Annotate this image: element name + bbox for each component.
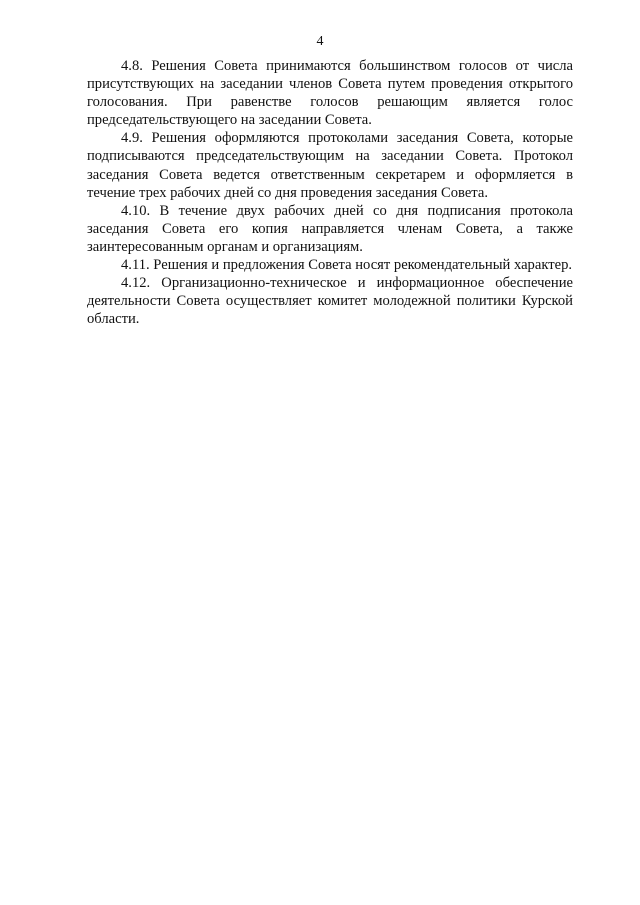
document-body <box>87 57 573 328</box>
paragraph-4-10: 4.10. В течение двух рабочих дней со дня подписания протокола заседания Совета его копия направляется членам Совета, а также заинтересованным органам и организациям. <box>87 202 573 255</box>
paragraph-4-9: 4.9. Решения оформляются протоколами заседания Совета, которые подписываются председательствующим на заседании Совета. Протокол заседания Совета ведется ответственным секретарем и оформляется в течение трех рабочих дней со дня проведения заседания Совета. <box>87 130 573 201</box>
paragraph-4-11: 4.11. Решения и предложения Совета носят рекомендательный характер. <box>121 257 573 274</box>
paragraph-4-12: 4.12. Организационно-техническое и информационное обеспечение деятельности Совета осуществляет комитет молодежной политики Курской области. <box>87 275 573 328</box>
paragraph-4-8: 4.8. Решения Совета принимаются большинством голосов от числа присутствующих на заседании членов Совета путем проведения открытого голосования. При равенстве голосов решающим является голос председательствующего на заседании Совета. <box>87 58 573 129</box>
page-number: 4 <box>316 34 324 49</box>
